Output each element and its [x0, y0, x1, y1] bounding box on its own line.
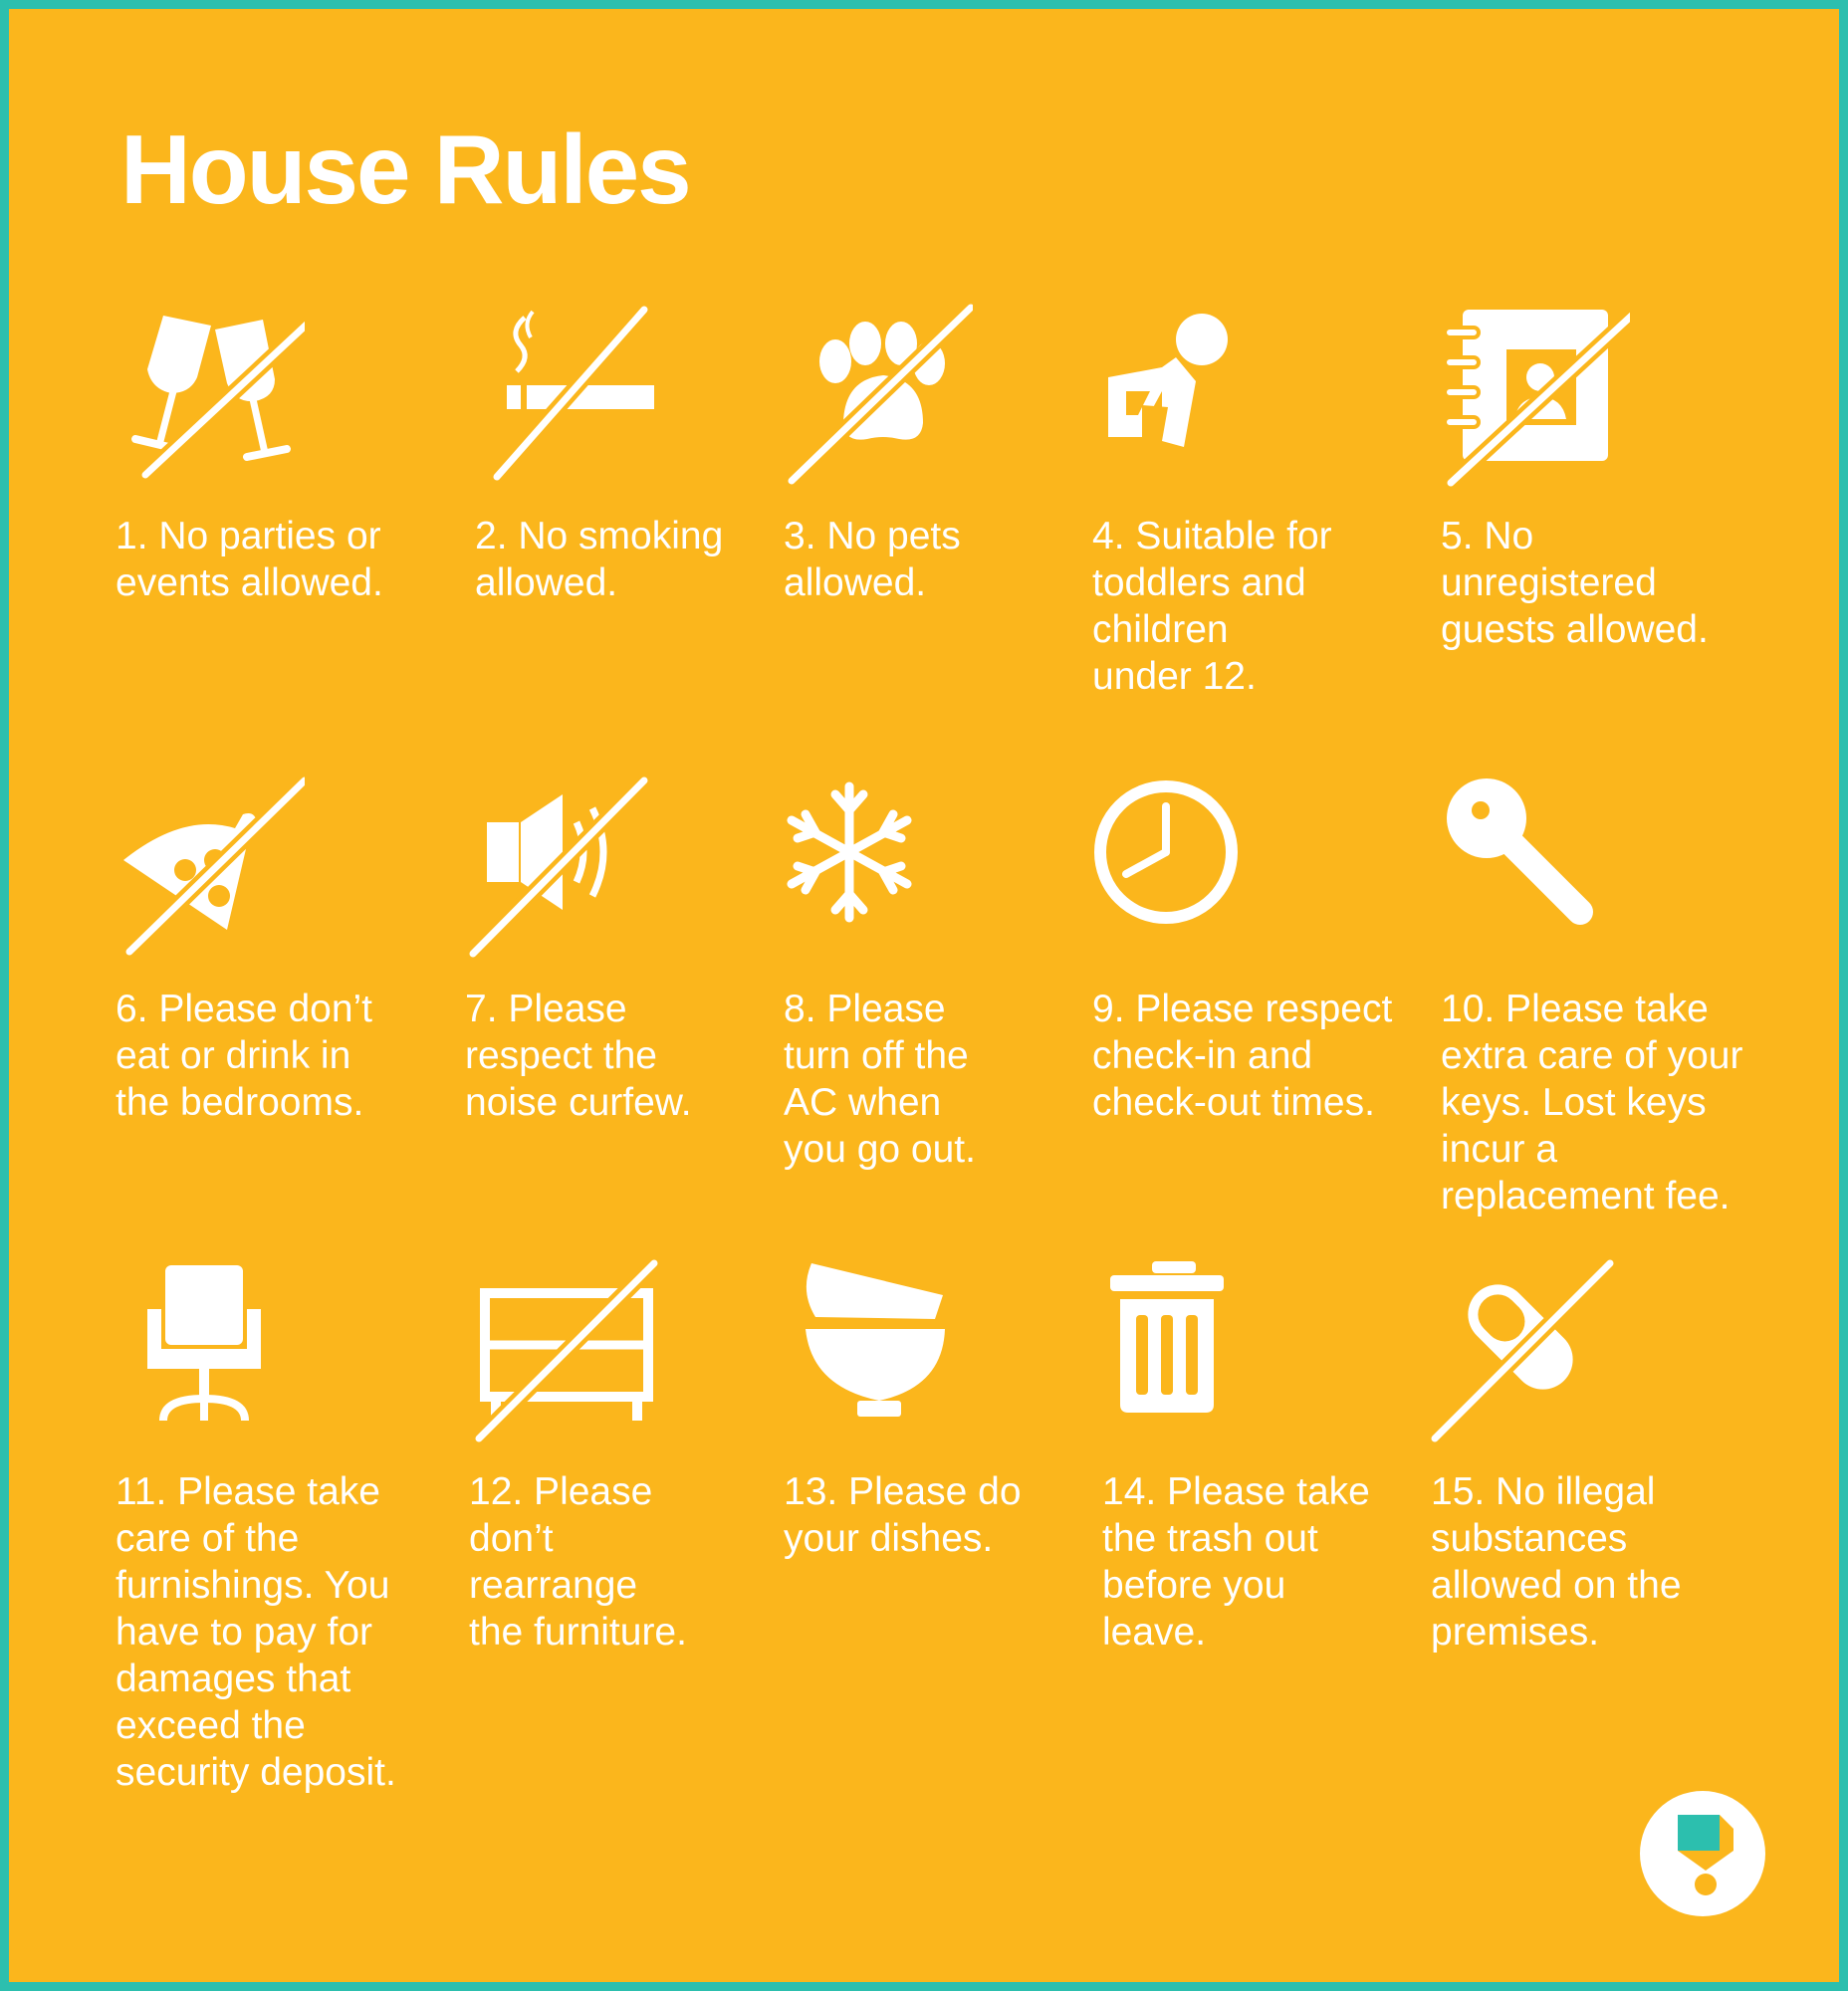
toddler-icon [1092, 298, 1281, 487]
rule-item [784, 771, 976, 1173]
snowflake-icon [784, 771, 973, 960]
trash-can-icon [1102, 1253, 1291, 1442]
page-title: House Rules [120, 114, 690, 224]
speaker-icon [465, 771, 654, 960]
rule-item [1092, 771, 1392, 1126]
rule-item [1441, 298, 1709, 653]
key-icon [1441, 771, 1630, 960]
rule-text: 14. Please take the trash out before you leave. [1102, 1470, 1370, 1654]
rule-text: 1. No parties or events allowed. [116, 515, 383, 604]
rule-text: 10. Please take extra care of your keys. Lost keys incur a replacement fee. [1441, 988, 1743, 1217]
rule-text: 15. No illegal substances allowed on the premises. [1431, 1470, 1682, 1654]
paw-icon [784, 298, 973, 487]
pill-icon [1431, 1253, 1620, 1442]
rule-text: 4. Suitable for toddlers and children under 12. [1092, 515, 1332, 698]
rule-item [1431, 1253, 1682, 1656]
pizza-slice-icon [116, 771, 305, 960]
contact-book-icon [1441, 298, 1630, 487]
rule-text: 7. Please respect the noise curfew. [465, 988, 692, 1124]
rule-item [475, 298, 723, 606]
rule-text: 2. No smoking allowed. [475, 515, 724, 604]
clock-icon [1092, 771, 1281, 960]
wine-glasses-icon [116, 298, 305, 487]
rule-item [465, 771, 692, 1126]
rule-text: 5. No unregistered guests allowed. [1441, 515, 1709, 651]
rule-item [784, 1253, 1022, 1562]
rule-item [1102, 1253, 1370, 1656]
rule-item [784, 298, 973, 606]
rule-text: 11. Please take care of the furnishings. You have to pay for damages that exceed the security deposit. [116, 1470, 396, 1794]
rule-text: 8. Please turn off the AC when you go out. [784, 988, 976, 1171]
brand-logo-icon [1640, 1791, 1765, 1916]
rule-text: 6. Please don’t eat or drink in the bedrooms. [116, 988, 373, 1124]
rule-text: 12. Please don’t rearrange the furniture. [469, 1470, 687, 1654]
rule-item [1441, 771, 1742, 1219]
rule-item [116, 771, 372, 1126]
dresser-icon [469, 1253, 658, 1442]
rule-item [116, 298, 383, 606]
house-rules-board [9, 9, 1839, 1982]
rule-text: 13. Please do your dishes. [784, 1470, 1022, 1560]
bowls-icon [784, 1253, 973, 1442]
rule-item [1092, 298, 1332, 700]
rule-item [469, 1253, 687, 1656]
rule-text: 9. Please respect check-in and check-out times. [1092, 988, 1393, 1124]
office-chair-icon [116, 1253, 305, 1442]
rule-text: 3. No pets allowed. [784, 515, 961, 604]
rule-item [116, 1253, 396, 1796]
cigarette-icon [475, 298, 664, 487]
